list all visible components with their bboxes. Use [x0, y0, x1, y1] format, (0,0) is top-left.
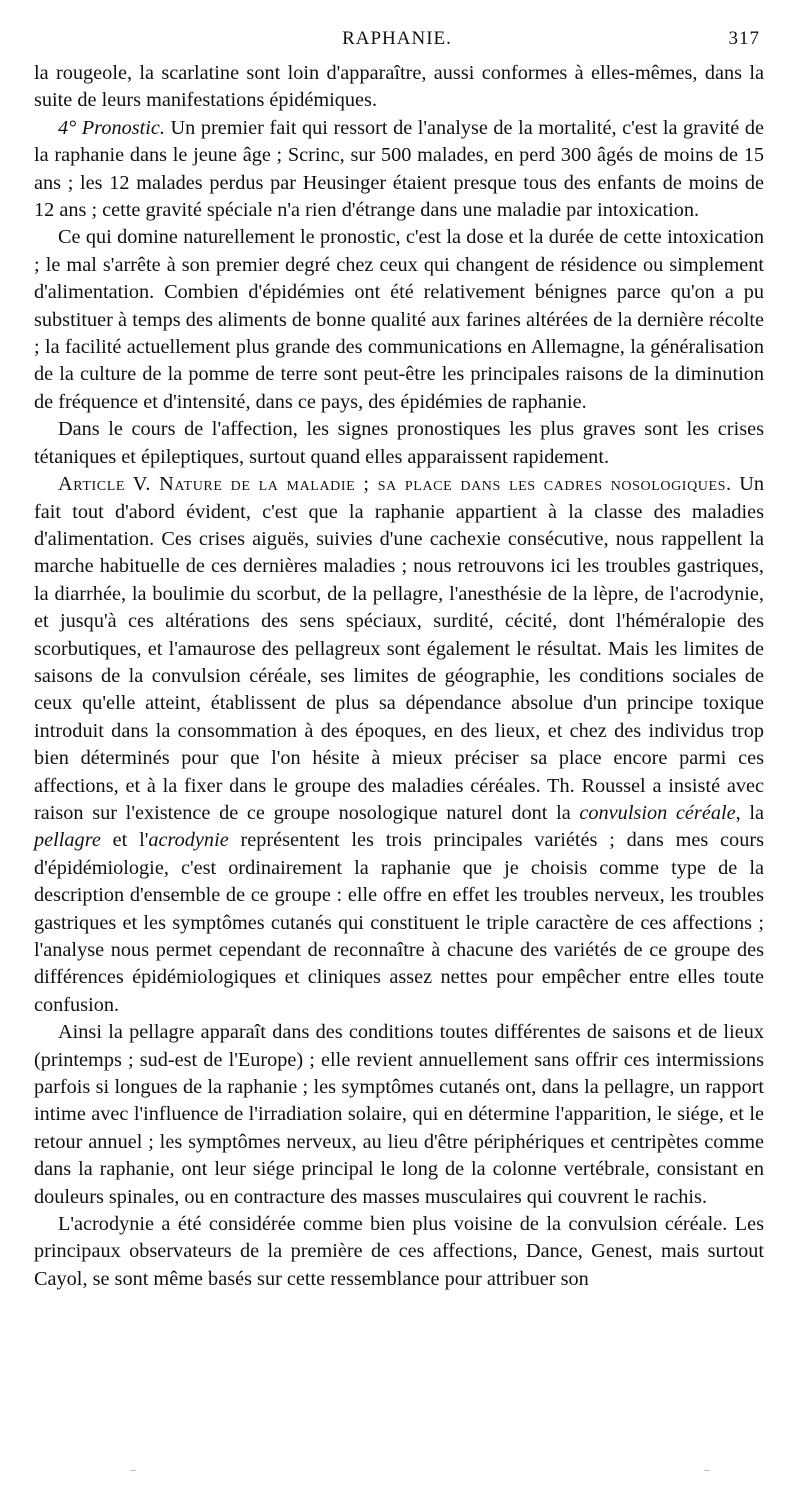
- paragraph-continuation: la rougeole, la scarlatine sont loin d'apparaître, aussi conformes à elles-mêmes, dans la suite de leurs manifestations épidémiques.: [34, 62, 764, 112]
- paragraph-text: , la: [735, 801, 764, 824]
- paragraph: Ainsi la pellagre apparaît dans des conditions toutes différentes de saisons et de lieux (printemps ; sud-est de l'Europe) ; elle revient annuellement sans offrir ces intermissions parfois si longues de la raphanie ; les symptômes cutanés ont, dans la pellagre, un rapport intime avec l'influence de l'irradiation solaire, qui en détermine l'apparition, le siége, et le retour annuel ; les symptômes nerveux, au lieu d'être périphériques et centripètes comme dans la raphanie, ont leur siége principal le long de la colonne vertébrale, consistant en douleurs spinales, ou en contracture des masses musculaires qui couvrent le rachis.: [34, 1021, 764, 1208]
- paragraph-text: représentent les trois principales variétés ; dans mes cours d'épidémiologie, c'est ordinairement la raphanie que je choisis comme type de la description d'ensemble de ce groupe : elle offre en effet les troubles nerveux, les troubles gastriques et les symptômes cutanés qui constituent le triple caractère de ces affections ; l'analyse nous permet cependant de reconnaître à chacune des variétés de ce groupe des différences épidémiologiques et cliniques assez nettes pour empêcher entre elles toute confusion.: [34, 829, 764, 1016]
- running-title: RAPHANIE.: [342, 28, 452, 49]
- body-text: [34, 60, 764, 1293]
- emphasis-convulsion-cereale: convulsion céréale: [579, 801, 736, 824]
- paragraph: L'acrodynie a été considérée comme bien plus voisine de la convulsion céréale. Les principaux observateurs de la première de ces affections, Dance, Genest, mais surtout Cayol, se sont même basés sur cette ressemblance pour attribuer son: [34, 1213, 764, 1290]
- article-heading: Article V. Nature de la maladie ; sa place dans les cadres nosologiques.: [58, 473, 732, 496]
- running-header: [34, 28, 760, 58]
- paragraph-text: Un premier fait qui ressort de l'analyse de la mortalité, c'est la gravité de la raphanie dans le jeune âge ; Scrinc, sur 500 malades, en perd 300 âgés de moins de 15 ans ; les 12 malades perdus par Heusinger étaient presque tous des enfants de moins de 12 ans ; cette gravité spéciale n'a rien d'étrange dans une maladie par intoxication.: [34, 116, 764, 222]
- section-label-pronostic: 4° Pronostic.: [58, 116, 165, 139]
- paragraph-text: et l': [100, 829, 149, 852]
- paragraph: Dans le cours de l'affection, les signes pronostiques les plus graves sont les crises tétaniques et épileptiques, surtout quand elles apparaissent rapidement.: [34, 418, 764, 468]
- print-mark-left: –: [130, 1462, 136, 1476]
- print-mark-right: –: [704, 1462, 710, 1476]
- paragraph-article-five: [34, 471, 764, 1019]
- emphasis-pellagre: pellagre: [34, 829, 101, 852]
- paragraph: Ce qui domine naturellement le pronostic, c'est la dose et la durée de cette intoxication ; le mal s'arrête à son premier degré chez ceux qui changent de résidence ou simplement d'alimentation. Combien d'épidémies ont été relativement bénignes parce qu'on a pu substituer à temps des aliments de bonne qualité aux farines altérées de la dernière récolte ; la facilité actuellement plus grande des communications en Allemagne, la généralisation de la culture de la pomme de terre sont peut-être les principales raisons de la diminution de fréquence et d'intensité, dans ce pays, des épidémies de raphanie.: [34, 226, 764, 413]
- paragraph-text: Un fait tout d'abord évident, c'est que la raphanie appartient à la classe des maladies d'alimentation. Ces crises aiguës, suivies d'une cachexie consécutive, nous rappellent la marche habituelle de ces dernières maladies ; nous retrouvons ici les troubles gastriques, la diarrhée, la boulimie du scorbut, de la pellagre, l'anesthésie de la lèpre, de l'acrodynie, et jusqu'à ces altérations des sens spéciaux, surdité, cécité, dont l'héméralopie des scorbutiques, et l'amaurose des pellagreux sont également le résultat. Mais les limites de saisons de la convulsion céréale, ses limites de géographie, les conditions sociales de ceux qu'elle atteint, établissent de plus sa dépendance absolue d'un principe toxique introduit dans la consommation à des époques, en des lieux, et chez des individus trop bien déterminés pour que l'on hésite à mieux préciser sa place encore parmi ces affections, et à la fixer dans le groupe des maladies céréales. Th. Roussel a insisté avec raison sur l'existence de ce groupe nosologique naturel dont la: [34, 473, 764, 824]
- emphasis-acrodynie: acrodynie: [148, 829, 229, 852]
- paragraph-pronostic: [34, 115, 764, 225]
- page-number: 317: [728, 28, 760, 49]
